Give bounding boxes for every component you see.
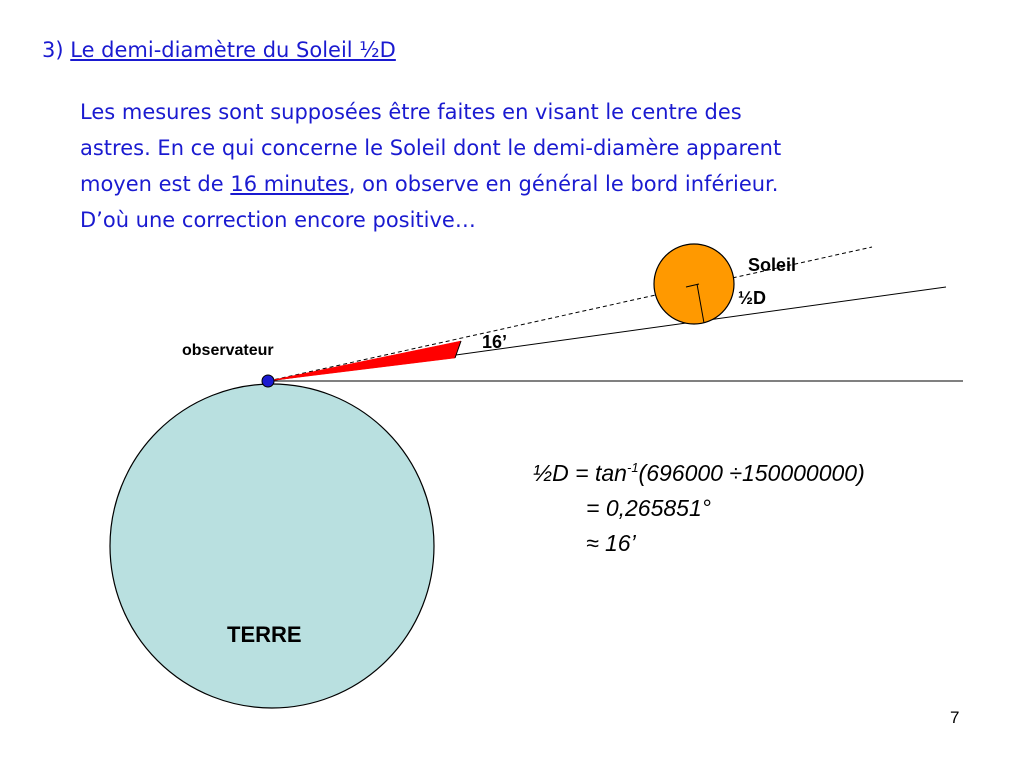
formula-argument: (696000 ÷150000000): [638, 460, 865, 486]
earth-label: TERRE: [227, 622, 302, 647]
angle-wedge-16-minutes: [268, 341, 461, 381]
formula-line-3: ≈ 16’: [586, 530, 636, 556]
sixteen-minutes-underlined: 16 minutes: [230, 172, 349, 196]
page-number: 7: [950, 708, 960, 727]
sun-circle: [654, 244, 734, 324]
formula-line-2: = 0,265851°: [586, 495, 711, 521]
heading-number: 3): [42, 38, 64, 62]
observer-label: observateur: [182, 342, 274, 359]
angle-label: 16’: [482, 332, 508, 352]
earth-circle: [110, 384, 434, 708]
paragraph-line-3-end: , on observe en général le bord inférieur.: [348, 172, 779, 196]
formula-line-1: [533, 450, 865, 491]
paragraph-line-3-start: moyen est de: [80, 172, 231, 196]
paragraph-line-1: Les mesures sont supposées être faites en visant le centre des: [80, 100, 742, 124]
formula-block: [533, 450, 865, 561]
sun-label: Soleil: [748, 255, 797, 275]
observer-dot: [262, 375, 274, 387]
half-diameter-label: ½D: [738, 288, 767, 308]
paragraph-line-4: D’où une correction encore positive…: [80, 208, 476, 232]
formula-exponent: -1: [626, 460, 639, 475]
heading-title: Le demi-diamètre du Soleil ½D: [70, 38, 396, 62]
formula-prefix: ½D = tan: [533, 460, 627, 486]
paragraph-line-2: astres. En ce qui concerne le Soleil dont le demi-diamère apparent: [80, 136, 782, 160]
